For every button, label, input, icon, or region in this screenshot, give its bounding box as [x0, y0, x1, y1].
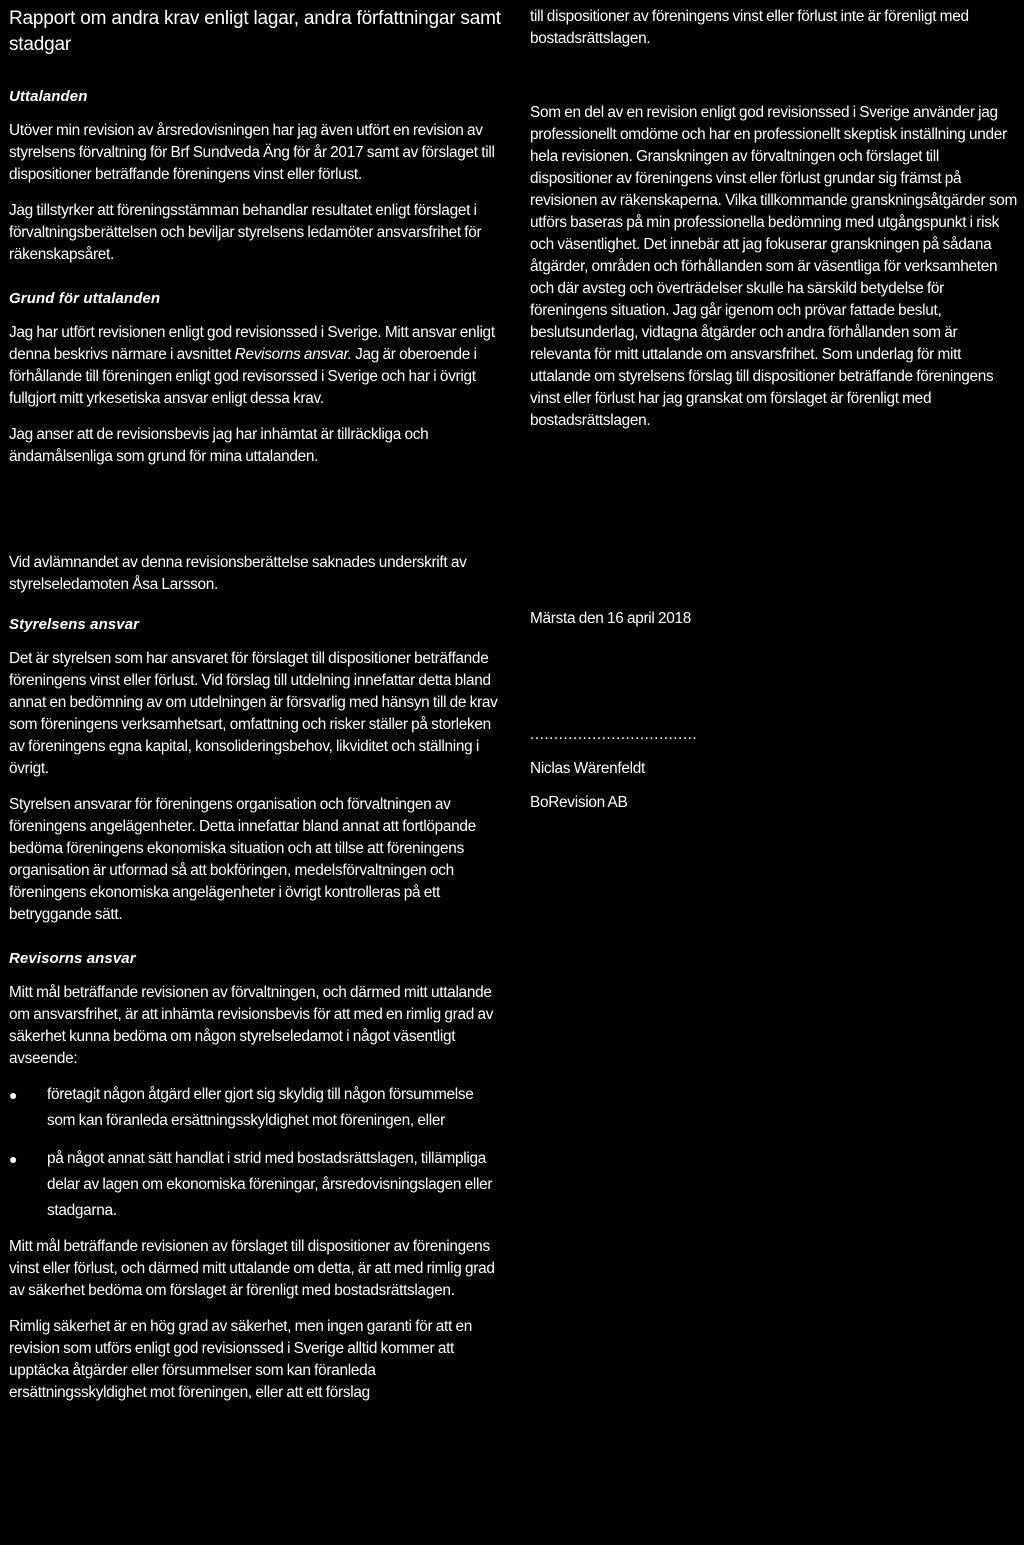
list-item-text: företagit någon åtgärd eller gjort sig skyldig till någon försummelse som kan föranleda ersättningsskyldighet mot föreningen, eller: [47, 1086, 474, 1129]
firm-name: BoRevision AB: [530, 794, 628, 811]
paragraph-revisorns-1: Mitt mål beträffande revisionen av förvaltningen, och därmed mitt uttalande om ansvarsfrihet, är att inhämta revisionsbevis för att med en rimlig grad av säkerhet kunna bedöma om någon styrelseledamot i något väsentligt avseende:: [9, 984, 494, 1067]
paragraph-continuation: till dispositioner av föreningens vinst eller förlust inte är förenligt med bostadsrättslagen.: [530, 8, 969, 47]
grund-text-a: Jag har utfört revisionen enligt god revisionssed i Sverige. Mitt ansvar enligt denna beskrivs närmare i avsnittet: [9, 324, 495, 363]
right-column: [530, 6, 1020, 814]
list-item: [9, 1082, 504, 1134]
heading-uttalanden: Uttalanden: [9, 88, 88, 105]
paragraph-uttalanden-2: Jag tillstyrker att föreningsstämman behandlar resultatet enligt förslaget i förvaltningsberättelsen och beviljar styrelsens ledamöter ansvarsfrihet för räkenskapsåret.: [9, 202, 482, 263]
heading-revisorns-ansvar: Revisorns ansvar: [9, 950, 136, 967]
paragraph-revisorns-3: Rimlig säkerhet är en hög grad av säkerhet, men ingen garanti för att en revision som utförs enligt god revisionssed i Sverige alltid kommer att upptäcka åtgärder eller försummelser som kan föranleda ersättningsskyldighet mot föreningen, eller att ett förslag: [9, 1318, 472, 1401]
heading-grund: Grund för uttalanden: [9, 290, 161, 307]
bullet-list: [9, 1082, 504, 1224]
signature-note: Vid avlämnandet av denna revisionsberättelse saknades underskrift av styrelseledamoten Åsa Larsson.: [9, 554, 467, 593]
paragraph-right-1: Som en del av en revision enligt god revisionssed i Sverige använder jag professionellt omdöme och har en professionellt skeptisk inställning under hela revisionen. Granskningen av förvaltningen och förslaget till dispositioner av föreningens vinst eller förlust grundar sig främst på revisionen av räkenskaperna. Vilka tillkommande granskningsåtgärder som utförs baseras på min professionella bedömning med utgångspunkt i risk och väsentlighet. Det innebär att jag fokuserar granskningen på sådana åtgärder, områden och förhållanden som är väsentliga för verksamheten och där avsteg och överträdelser skulle ha särskild betydelse för föreningens situation. Jag går igenom och prövar fattade beslut, beslutsunderlag, vidtagna åtgärder och andra förhållanden som är relevanta för mitt uttalande om ansvarsfrihet. Som underlag för mitt uttalande om styrelsens förslag till dispositioner beträffande föreningens vinst eller förlust har jag granskat om förslaget är förenligt med bostadsrättslagen.: [530, 104, 1017, 429]
bullet-dot-icon: ●: [9, 1151, 18, 1167]
bullet-dot-icon: ●: [9, 1087, 18, 1103]
paragraph-grund-2: Jag anser att de revisionsbevis jag har inhämtat är tillräckliga och ändamålsenliga som grund för mina uttalanden.: [9, 426, 429, 465]
paragraph-styrelsen-1: Det är styrelsen som har ansvaret för förslaget till dispositioner beträffande föreningens vinst eller förlust. Vid förslag till utdelning innefattar detta bland annat en bedömning av om utdelningen är försvarlig med hänsyn till de krav som föreningens verksamhetsart, omfattning och risker ställer på storleken av föreningens egna kapital, konsolideringsbehov, likviditet och ställning i övrigt.: [9, 650, 498, 777]
paragraph-revisorns-2: Mitt mål beträffande revisionen av förslaget till dispositioner av föreningens vinst eller förlust, och därmed mitt uttalande om detta, är att med rimlig grad av säkerhet bedöma om förslaget är förenligt med bostadsrättslagen.: [9, 1238, 495, 1299]
paragraph-styrelsen-2: Styrelsen ansvarar för föreningens organisation och förvaltningen av föreningens angelägenheter. Detta innefattar bland annat att fortlöpande bedöma föreningens ekonomiska situation och att tillse att föreningens organisation är utformad så att bokföringen, medelsförvaltningen och föreningens ekonomiska angelägenheter i övrigt kontrolleras på ett betryggande sätt.: [9, 796, 476, 923]
list-item-text: på något annat sätt handlat i strid med bostadsrättslagen, tillämpliga delar av lagen om ekonomiska föreningar, årsredovisningslagen eller stadgarna.: [47, 1150, 493, 1219]
heading-styrelsens-ansvar: Styrelsens ansvar: [9, 616, 140, 633]
grund-text-emphasis: Revisorns ansvar.: [234, 346, 352, 363]
grund-text-b: Jag är oberoende i förhållande till föreningen enligt god revisorssed i Sverige och har i övrigt fullgjort mitt yrkesetiska ansvar enligt dessa krav.: [9, 346, 477, 407]
list-item: [9, 1146, 504, 1224]
section-title: Rapport om andra krav enligt lagar, andra författningar samt stadgar: [9, 8, 501, 55]
signature-line: ...................................: [530, 726, 698, 743]
paragraph-grund-1: [9, 322, 504, 410]
left-column: [9, 6, 504, 1404]
place-date: Märsta den 16 april 2018: [530, 610, 692, 627]
auditor-name: Niclas Wärenfeldt: [530, 760, 646, 777]
paragraph-uttalanden-1: Utöver min revision av årsredovisningen har jag även utfört en revision av styrelsens förvaltning för Brf Sundveda Äng för år 2017 samt av förslaget till dispositioner beträffande föreningens vinst eller förlust.: [9, 122, 495, 183]
